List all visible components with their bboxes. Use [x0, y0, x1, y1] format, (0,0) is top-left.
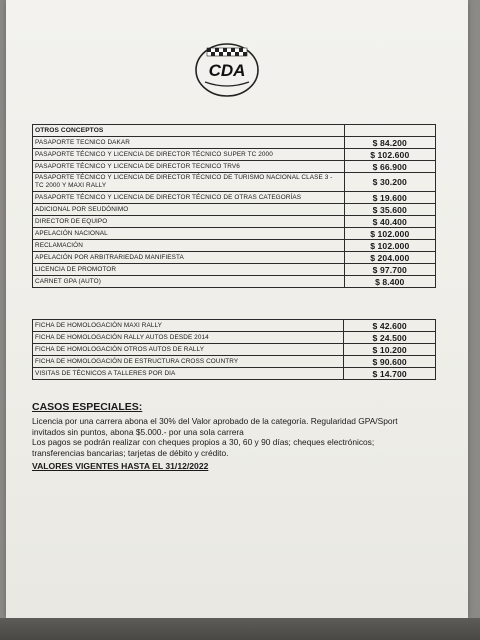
- cda-logo: [193, 38, 261, 100]
- concept-amount: $ 42.600: [344, 320, 436, 332]
- otros-conceptos-table: [32, 124, 436, 288]
- concept-label: PASAPORTE TECNICO DAKAR: [33, 137, 345, 149]
- concept-amount: $ 102.000: [344, 228, 435, 240]
- concept-amount: $ 14.700: [344, 368, 436, 380]
- concept-amount: $ 8.400: [344, 276, 435, 288]
- casos-line: Los pagos se podrán realizar con cheques propios a 30, 60 y 90 días; cheques electrónicos;: [32, 437, 375, 448]
- concept-label: RECLAMACIÓN: [33, 240, 345, 252]
- concept-label: PASAPORTE TÉCNICO Y LICENCIA DE DIRECTOR TÉCNICO SUPER TC 2000: [33, 149, 345, 161]
- concept-label: FICHA DE HOMOLOGACIÓN OTROS AUTOS DE RALLY: [33, 344, 344, 356]
- svg-text:CDA: CDA: [208, 61, 246, 80]
- table-row: [33, 216, 436, 228]
- table-row: [33, 344, 436, 356]
- concept-amount: $ 19.600: [344, 192, 435, 204]
- concept-label: PASAPORTE TÉCNICO Y LICENCIA DE DIRECTOR TÉCNICO DE TURISMO NACIONAL CLASE 3 - TC 2000 Y MAXI RALLY: [33, 173, 345, 192]
- header-cell: OTROS CONCEPTOS: [33, 125, 345, 137]
- table-row: [33, 204, 436, 216]
- concept-label: PASAPORTE TÉCNICO Y LICENCIA DE DIRECTOR TÉCNICO DE OTRAS CATEGORÍAS: [33, 192, 345, 204]
- table-row: [33, 368, 436, 380]
- concept-label: LICENCIA DE PROMOTOR: [33, 264, 345, 276]
- table-row: [33, 264, 436, 276]
- table-row: [33, 137, 436, 149]
- table-row: [33, 320, 436, 332]
- casos-line: Licencia por una carrera abona el 30% del Valor aprobado de la categoría. Regularidad GPA/Sport: [32, 416, 398, 426]
- table-row: [33, 332, 436, 344]
- concept-label: VISITAS DE TÉCNICOS A TALLERES POR DIA: [33, 368, 344, 380]
- concept-label: ADICIONAL POR SEUDÓNIMO: [33, 204, 345, 216]
- concept-label: FICHA DE HOMOLOGACIÓN MAXI RALLY: [33, 320, 344, 332]
- table-row: [33, 276, 436, 288]
- concept-amount: $ 102.000: [344, 240, 435, 252]
- valores-vigentes-note: VALORES VIGENTES HASTA EL 31/12/2022: [32, 461, 209, 472]
- concept-label: APELACIÓN POR ARBITRARIEDAD MANIFIESTA: [33, 252, 345, 264]
- table-row: [33, 240, 436, 252]
- homologacion-table: [32, 319, 436, 380]
- table-row: [33, 228, 436, 240]
- concept-label: CARNET GPA (AUTO): [33, 276, 345, 288]
- table-row: [33, 356, 436, 368]
- concept-amount: $ 30.200: [344, 173, 435, 192]
- concept-amount: $ 40.400: [344, 216, 435, 228]
- concept-amount: $ 204.000: [344, 252, 435, 264]
- checkered-flag-icon: [207, 48, 247, 56]
- concept-amount: $ 84.200: [344, 137, 435, 149]
- table-row: [33, 149, 436, 161]
- concept-amount: $ 97.700: [344, 264, 435, 276]
- table-surface: [0, 618, 480, 640]
- table-row: [33, 252, 436, 264]
- casos-line: transferencias bancarias; tarjetas de débito y crédito.: [32, 447, 229, 458]
- concept-label: FICHA DE HOMOLOGACIÓN DE ESTRUCTURA CROSS COUNTRY: [33, 356, 344, 368]
- concept-amount: $ 66.900: [344, 161, 435, 173]
- table-row: [33, 173, 436, 192]
- concept-label: DIRECTOR DE EQUIPO: [33, 216, 345, 228]
- concept-label: FICHA DE HOMOLOGACIÓN RALLY AUTOS DESDE 2014: [33, 332, 344, 344]
- concept-amount: $ 102.600: [344, 149, 435, 161]
- header-amount-cell: [344, 125, 435, 137]
- concept-amount: $ 24.500: [344, 332, 436, 344]
- concept-amount: $ 90.600: [344, 356, 436, 368]
- casos-especiales-section: [32, 401, 444, 471]
- concept-amount: $ 35.600: [344, 204, 435, 216]
- concept-amount: $ 10.200: [344, 344, 436, 356]
- concept-label: APELACIÓN NACIONAL: [33, 228, 345, 240]
- table-header-row: [33, 125, 436, 137]
- table-row: [33, 192, 436, 204]
- casos-line: invitados sin puntos, abona $5.000.- por una sola carrera: [32, 426, 244, 437]
- concept-label: PASAPORTE TÉCNICO Y LICENCIA DE DIRECTOR TECNICO TRV6: [33, 161, 345, 173]
- table-row: [33, 161, 436, 173]
- casos-especiales-title: CASOS ESPECIALES:: [32, 401, 143, 413]
